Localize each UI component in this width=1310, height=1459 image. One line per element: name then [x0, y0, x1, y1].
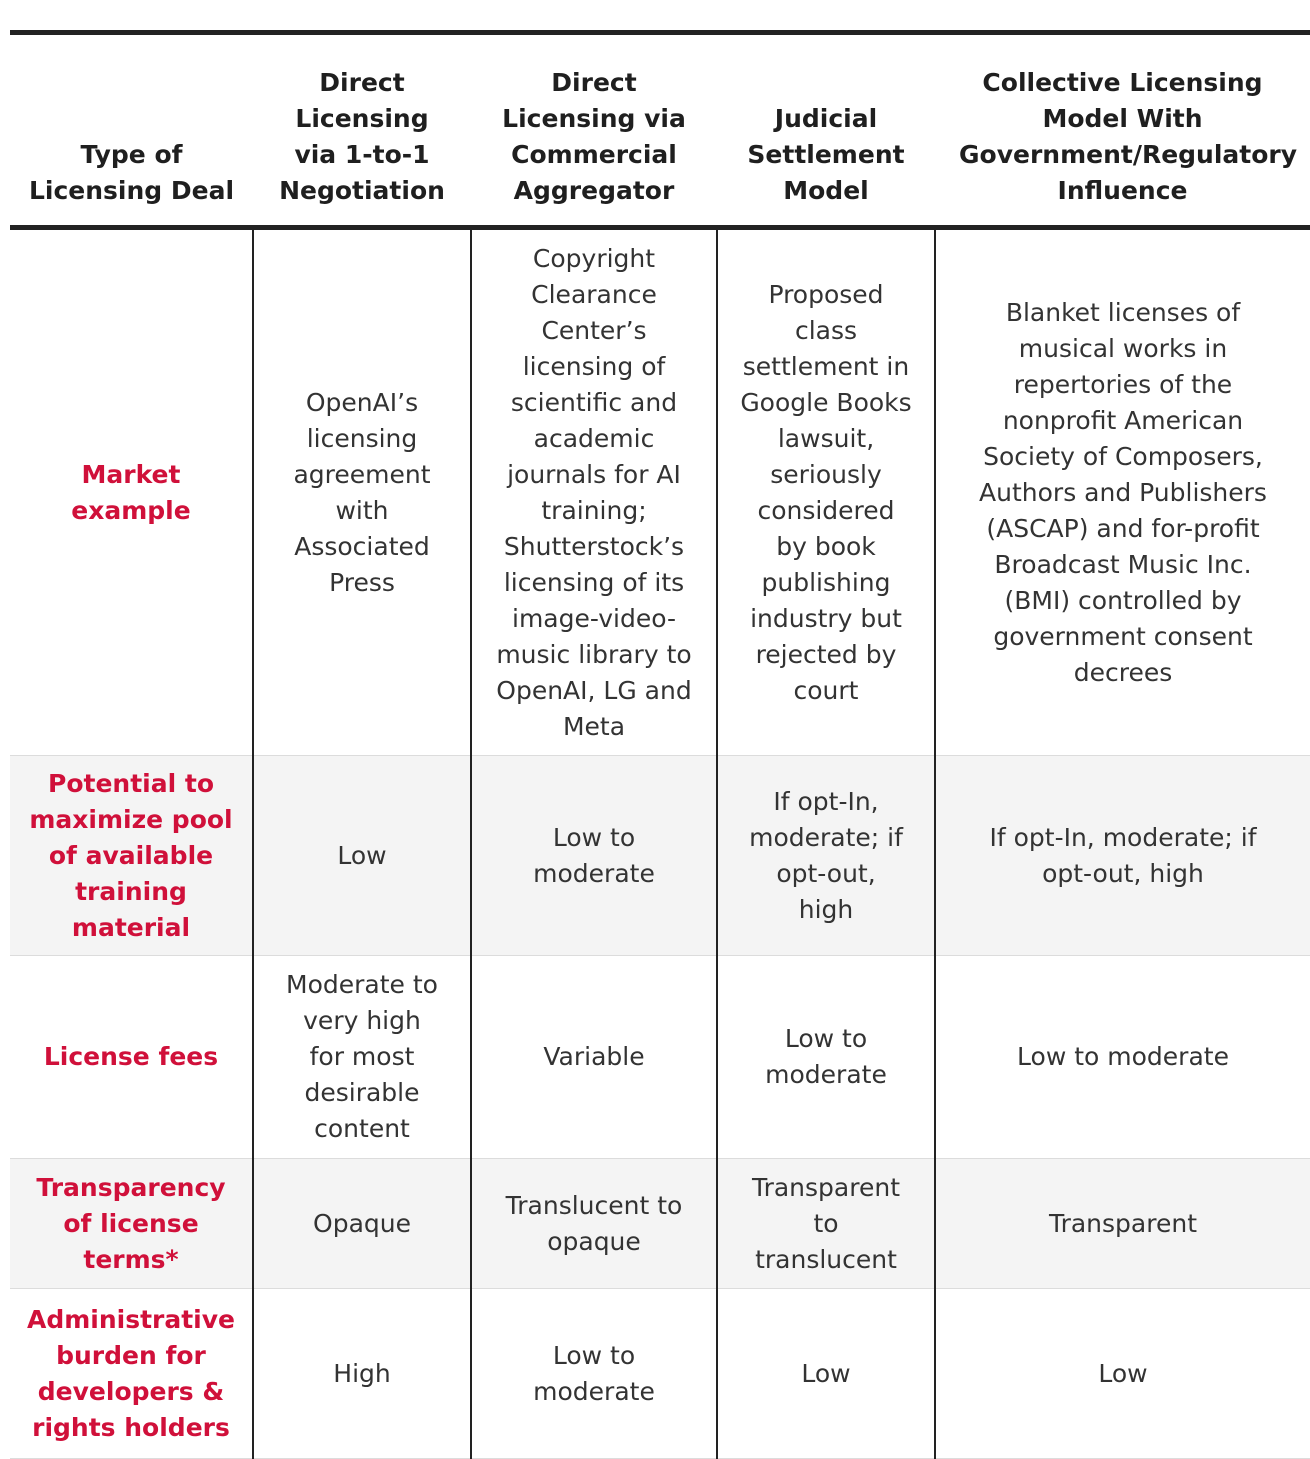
table-header [10, 33, 1310, 228]
row-label-admin-burden: Administrative burden for developers & rights holders [26, 1304, 236, 1442]
table-row [10, 756, 1310, 956]
row-label-potential-pool: Potential to maximize pool of available training material [29, 768, 233, 942]
row-label-market-example: Market example [71, 459, 191, 525]
table-cell: Copyright Clearance Center’s licensing of scientific and academic journals for AI training; Shutterstock’s licensing of its image-video-music library to OpenAI, LG and Meta [471, 228, 717, 756]
table-cell: Proposed class settlement in Google Books lawsuit, seriously considered by book publishing industry but rejected by court [717, 228, 935, 756]
table-row [10, 228, 1310, 756]
header-judicial-settlement: Judicial Settlement Model [747, 104, 905, 205]
licensing-table-container [10, 30, 1298, 1452]
table-cell: Low [935, 1289, 1310, 1459]
row-label-license-fees: License fees [43, 1042, 219, 1071]
header-commercial-aggregator: Direct Licensing via Commercial Aggregator [502, 68, 686, 205]
header-type-of-licensing-deal: Type of Licensing Deal [28, 140, 235, 205]
table-cell: Low to moderate [935, 956, 1310, 1159]
table-cell: If opt-In, moderate; if opt-out, high [935, 756, 1310, 956]
table-cell: Moderate to very high for most desirable content [253, 956, 471, 1159]
table-cell: Low [253, 756, 471, 956]
table-row [10, 1159, 1310, 1289]
table-cell: OpenAI’s licensing agreement with Associated Press [253, 228, 471, 756]
licensing-comparison-table [10, 30, 1310, 1459]
table-cell: Low to moderate [717, 956, 935, 1159]
table-cell: Opaque [253, 1159, 471, 1289]
table-row [10, 1289, 1310, 1459]
table-row [10, 956, 1310, 1159]
header-collective-licensing: Collective Licensing Model With Government/Regulatory Influence [959, 68, 1298, 205]
table-cell: Low [717, 1289, 935, 1459]
table-cell: High [253, 1289, 471, 1459]
table-cell: Blanket licenses of musical works in repertories of the nonprofit American Society of Composers, Authors and Publishers (ASCAP) and for-profit Broadcast Music Inc. (BMI) controlled by government consent decrees [935, 228, 1310, 756]
table-cell: Variable [471, 956, 717, 1159]
table-cell: Low to moderate [471, 1289, 717, 1459]
table-cell: If opt-In, moderate; if opt-out, high [717, 756, 935, 956]
table-cell: Transparent to translucent [717, 1159, 935, 1289]
table-cell: Transparent [935, 1159, 1310, 1289]
table-cell: Low to moderate [471, 756, 717, 956]
header-direct-1to1: Direct Licensing via 1-to-1 Negotiation [279, 68, 445, 205]
row-label-transparency: Transparency of license terms* [36, 1172, 226, 1274]
table-cell: Translucent to opaque [471, 1159, 717, 1289]
